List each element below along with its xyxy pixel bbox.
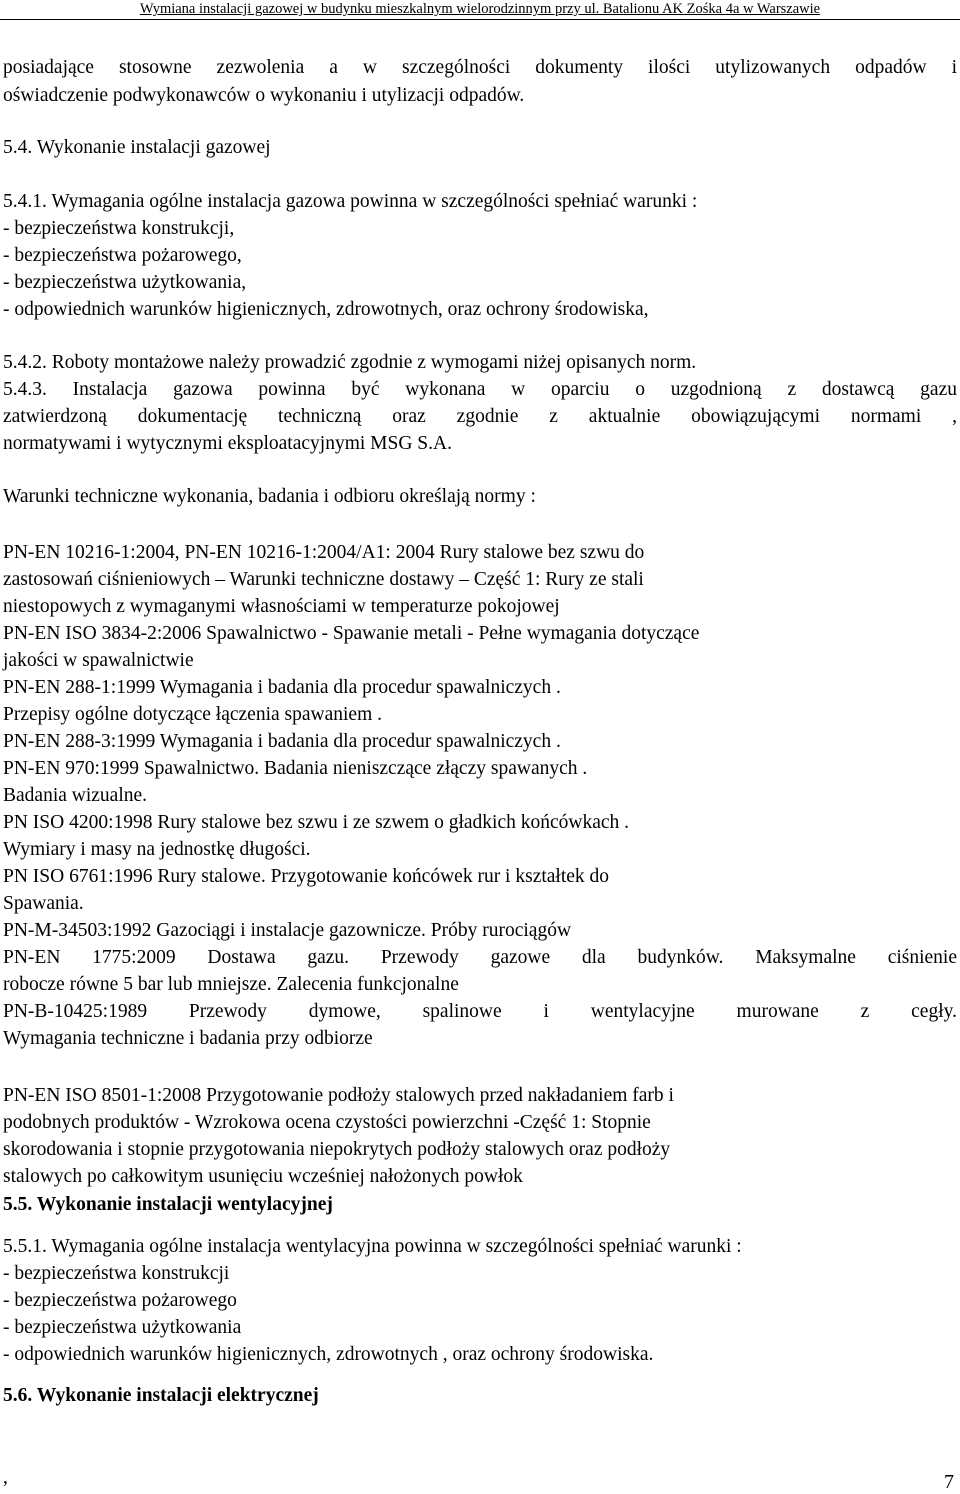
text-line: Wymiary i masy na jednostkę długości. xyxy=(3,839,311,860)
text-line: 5.5.1. Wymagania ogólne instalacja wentylacyjna powinna w szczególności spełniać warunki : xyxy=(3,1236,742,1257)
text-line: robocze równe 5 bar lub mniejsze. Zalecenia funkcjonalne xyxy=(3,974,459,995)
text-line: stalowych po całkowitym usunięciu wcześniej nałożonych powłok xyxy=(3,1166,523,1187)
text-line: PN-EN ISO 3834-2:2006 Spawalnictwo - Spawanie metali - Pełne wymagania dotyczące xyxy=(3,623,700,644)
text-line: 5.4. Wykonanie instalacji gazowej xyxy=(3,137,271,158)
text-line: - bezpieczeństwa konstrukcji xyxy=(3,1263,230,1284)
text-line: 5.4.3. Instalacja gazowa powinna być wykonana w oparciu o uzgodnioną z dostawcą gazu xyxy=(3,379,957,400)
text-line: Badania wizualne. xyxy=(3,785,148,806)
text-line: - bezpieczeństwa pożarowego xyxy=(3,1290,237,1311)
text-line: PN-EN 288-1:1999 Wymagania i badania dla procedur spawalniczych . xyxy=(3,677,561,698)
text-line: PN-EN 10216-1:2004, PN-EN 10216-1:2004/A1: 2004 Rury stalowe bez szwu do xyxy=(3,542,645,563)
text-line: Warunki techniczne wykonania, badania i odbioru określają normy : xyxy=(3,486,536,507)
text-line: skorodowania i stopnie przygotowania niepokrytych podłoży stalowych oraz podłoży xyxy=(3,1139,671,1160)
text-line: PN-EN 288-3:1999 Wymagania i badania dla procedur spawalniczych . xyxy=(3,731,561,752)
section-heading: 5.5. Wykonanie instalacji wentylacyjnej xyxy=(3,1194,333,1215)
text-line: Wymagania techniczne i badania przy odbiorze xyxy=(3,1028,373,1049)
text-line: - odpowiednich warunków higienicznych, zdrowotnych , oraz ochrony środowiska. xyxy=(3,1344,654,1365)
page-number: 7 xyxy=(944,1471,954,1493)
text-line: podobnych produktów - Wzrokowa ocena czystości powierzchni -Część 1: Stopnie xyxy=(3,1112,651,1133)
text-line: jakości w spawalnictwie xyxy=(3,650,194,671)
text-line: Przepisy ogólne dotyczące łączenia spawaniem . xyxy=(3,704,383,725)
footer-mark: , xyxy=(3,1467,8,1488)
text-line: PN-B-10425:1989 Przewody dymowe, spalinowe i wentylacyjne murowane z cegły. xyxy=(3,1001,957,1022)
text-line: PN ISO 6761:1996 Rury stalowe. Przygotowanie końcówek rur i kształtek do xyxy=(3,866,610,887)
text-line: normatywami i wytycznymi eksploatacyjnymi MSG S.A. xyxy=(3,433,452,454)
text-line: 5.4.1. Wymagania ogólne instalacja gazowa powinna w szczególności spełniać warunki : xyxy=(3,191,698,212)
text-line: niestopowych z wymaganymi własnościami w temperaturze pokojowej xyxy=(3,596,560,617)
text-line: PN-M-34503:1992 Gazociągi i instalacje gazownicze. Próby rurociągów xyxy=(3,920,572,941)
text-line: Spawania. xyxy=(3,893,84,914)
text-line: PN ISO 4200:1998 Rury stalowe bez szwu i ze szwem o gładkich końcówkach . xyxy=(3,812,630,833)
text-line: oświadczenie podwykonawców o wykonaniu i utylizacji odpadów. xyxy=(3,85,525,106)
text-line: zatwierdzoną dokumentację techniczną oraz zgodnie z aktualnie obowiązującymi normami , xyxy=(3,406,957,427)
header-rule xyxy=(0,19,960,20)
text-line: PN-EN 970:1999 Spawalnictwo. Badania nieniszczące złączy spawanych . xyxy=(3,758,588,779)
running-header: Wymiana instalacji gazowej w budynku mieszkalnym wielorodzinnym przy ul. Batalionu AK Zośka 4a w Warszawie xyxy=(139,1,821,17)
text-line: PN-EN ISO 8501-1:2008 Przygotowanie podłoży stalowych przed nakładaniem farb i xyxy=(3,1085,674,1106)
text-line: 5.4.2. Roboty montażowe należy prowadzić zgodnie z wymogami niżej opisanych norm. xyxy=(3,352,697,373)
text-line: - bezpieczeństwa pożarowego, xyxy=(3,245,242,266)
section-heading: 5.6. Wykonanie instalacji elektrycznej xyxy=(3,1385,319,1406)
text-line: - bezpieczeństwa użytkowania, xyxy=(3,272,247,293)
text-line: PN-EN 1775:2009 Dostawa gazu. Przewody gazowe dla budynków. Maksymalne ciśnienie xyxy=(3,947,957,968)
text-line: - bezpieczeństwa użytkowania xyxy=(3,1317,242,1338)
text-line: - odpowiednich warunków higienicznych, zdrowotnych, oraz ochrony środowiska, xyxy=(3,299,649,320)
text-line: - bezpieczeństwa konstrukcji, xyxy=(3,218,235,239)
text-line: posiadające stosowne zezwolenia a w szczególności dokumenty ilości utylizowanych odpadów i xyxy=(3,57,957,78)
text-line: zastosowań ciśnieniowych – Warunki techniczne dostawy – Część 1: Rury ze stali xyxy=(3,569,644,590)
